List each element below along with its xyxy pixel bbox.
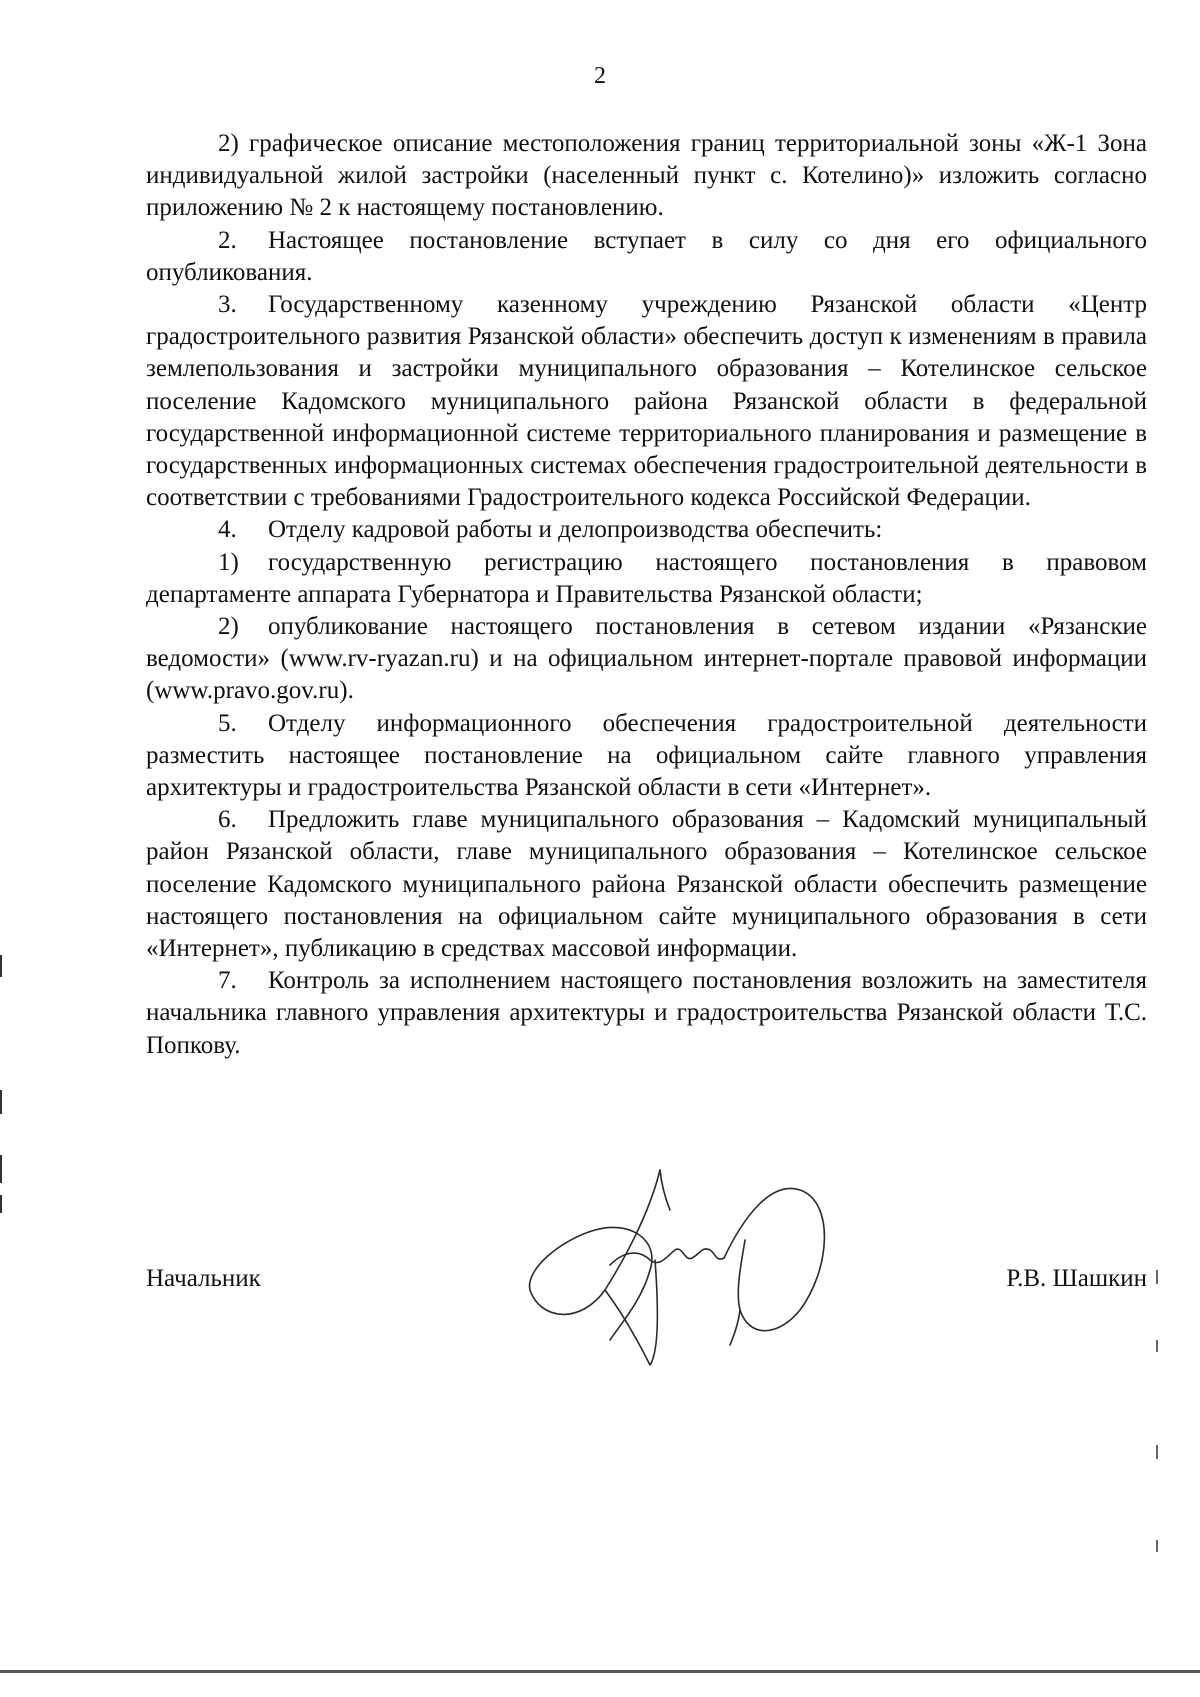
paragraph-text: Настоящее постановление вступает в силу со дня его официального опубликования.	[146, 226, 1147, 286]
paragraph-number: 1)	[218, 548, 239, 576]
paragraph-number: 2.	[218, 226, 237, 254]
handwritten-signature	[510, 1150, 890, 1380]
paragraph-text: Контроль за исполнением настоящего постановления возложить на заместителя начальника главного управления архитектуры и градостроительства Рязанской области Т.С. Попкову.	[146, 967, 1147, 1059]
paragraph-2	[146, 225, 1147, 289]
paragraph-3	[146, 289, 1147, 514]
paragraph-7	[146, 965, 1147, 1062]
paragraph-6	[146, 804, 1147, 965]
scan-margin-mark	[1156, 1340, 1158, 1352]
paragraph-5	[146, 708, 1147, 805]
paragraph-text: Отделу кадровой работы и делопроизводства обеспечить:	[268, 516, 883, 544]
scan-margin-mark	[0, 955, 2, 977]
paragraph-text: государственную регистрацию настоящего постановления в правовом департаменте аппарата Губернатора и Правительства Рязанской области;	[146, 548, 1147, 608]
document-body	[146, 128, 1147, 1062]
paragraph-4-2	[146, 611, 1147, 708]
scan-margin-mark	[0, 1195, 2, 1213]
paragraph-number: 6.	[218, 806, 237, 834]
paragraph-text: Государственному казенному учреждению Рязанской области «Центр градостроительного развития Рязанской области» обеспечить доступ к изменениям в правила землепользования и застройки муниципального образования – Котелинское сельское поселение Кадомского муниципального района Рязанской области в федеральной государственной информационной системе территориального планирования и размещение в государственных информационных системах обеспечения градостроительной деятельности в соответствии с требованиями Градостроительного кодекса Российской Федерации.	[146, 291, 1147, 512]
paragraph-number: 2)	[218, 613, 239, 641]
signatory-name: Р.В. Шашкин	[1006, 1265, 1147, 1292]
paragraph-number: 5.	[218, 709, 237, 737]
paragraph-number: 3.	[218, 291, 237, 319]
page-number: 2	[594, 63, 606, 89]
paragraph-1-2	[146, 128, 1147, 225]
scan-bottom-edge	[0, 1670, 1200, 1673]
scan-margin-mark	[1156, 1540, 1158, 1552]
scan-margin-mark	[1156, 1445, 1158, 1459]
signatory-title: Начальник	[146, 1265, 261, 1292]
paragraph-4-1	[146, 547, 1147, 611]
scan-margin-mark	[0, 1155, 2, 1183]
paragraph-number: 4.	[218, 516, 237, 544]
scan-margin-mark	[1156, 1270, 1158, 1284]
paragraph-number: 7.	[218, 967, 237, 995]
paragraph-text: Предложить главе муниципального образования – Кадомский муниципальный район Рязанской области, главе муниципального образования – Котелинское сельское поселение Кадомского муниципального района Рязанской области обеспечить размещение настоящего постановления на официальном сайте муниципального образования в сети «Интернет», публикацию в средствах массовой информации.	[146, 806, 1147, 963]
scan-margin-mark	[0, 1090, 2, 1114]
paragraph-text: опубликование настоящего постановления в сетевом издании «Рязанские ведомости» (www.rv-ryazan.ru) и на официальном интернет-портале правовой информации (www.pravo.gov.ru).	[146, 613, 1147, 705]
paragraph-4	[146, 514, 1147, 546]
paragraph-text: 2) графическое описание местоположения границ территориальной зоны «Ж-1 Зона индивидуальной жилой застройки (населенный пункт с. Котелино)» изложить согласно приложению № 2 к настоящему постановлению.	[146, 130, 1147, 222]
paragraph-text: Отделу информационного обеспечения градостроительной деятельности разместить настоящее постановление на официальном сайте главного управления архитектуры и градостроительства Рязанской области в сети «Интернет».	[146, 709, 1147, 802]
